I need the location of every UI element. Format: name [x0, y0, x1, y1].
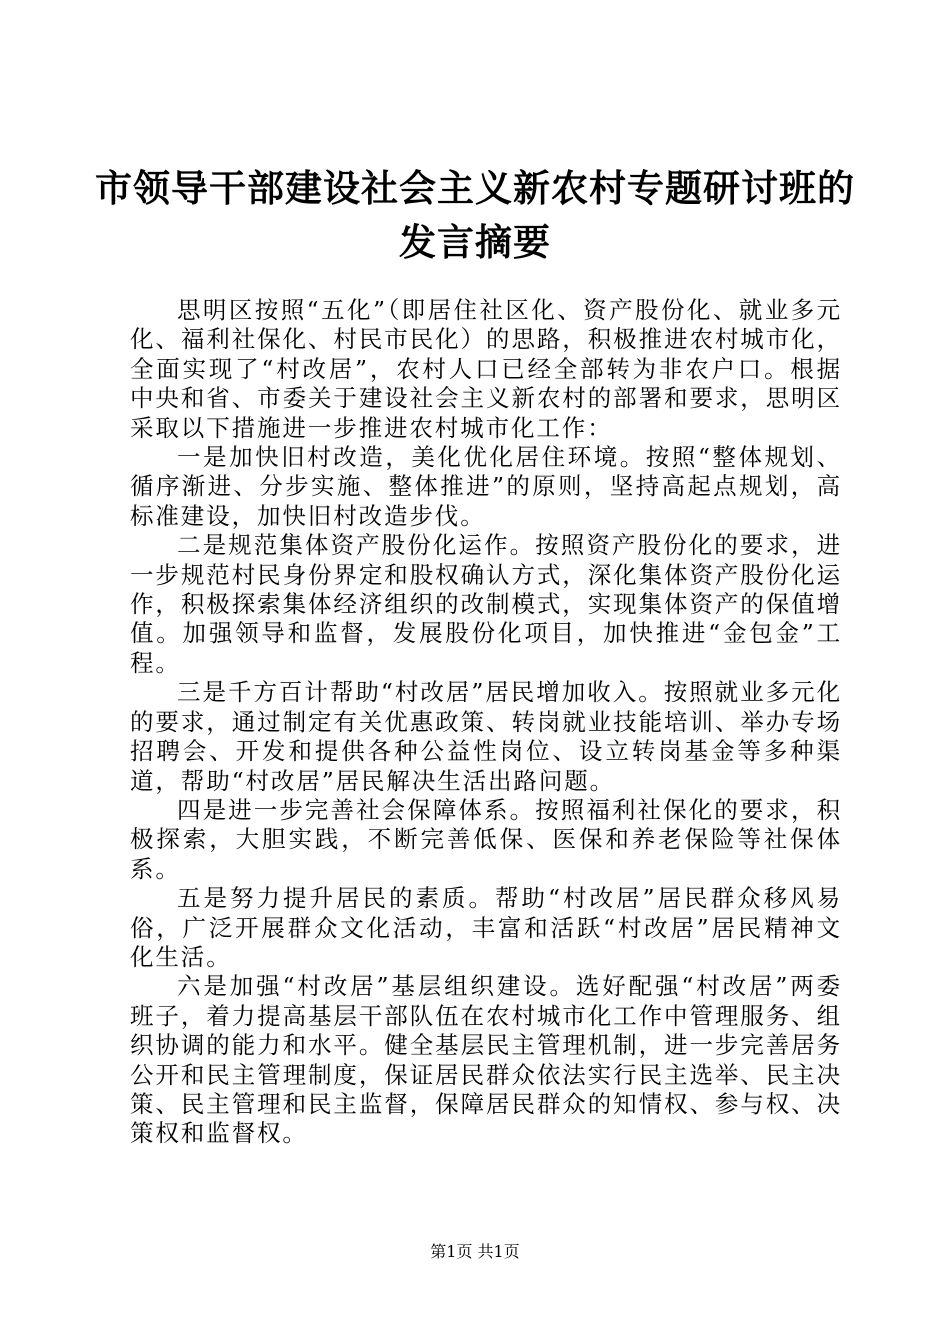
page-footer: 第1页 共1页 [430, 1242, 520, 1261]
paragraph-point-2: 二是规范集体资产股份化运作。按照资产股份化的要求，进一步规范村民身份界定和股权确认方式，深化集体资产股份化运作，积极探索集体经济组织的改制模式，实现集体资产的保值增值。加强领导和监督，发展股份化项目，加快推进“金包金”工程。 [130, 531, 842, 677]
document-title-line-1: 市领导干部建设社会主义新农村专题研讨班的 [95, 167, 855, 210]
paragraph-intro: 思明区按照“五化”（即居住社区化、资产股份化、就业多元化、福利社保化、村民市民化）的思路，积极推进农村城市化，全面实现了“村改居”，农村人口已经全部转为非农户口。根据中央和省、市委关于建设社会主义新农村的部署和要求，思明区采取以下措施进一步推进农村城市化工作： [130, 296, 842, 442]
paragraph-point-4: 四是进一步完善社会保障体系。按照福利社保化的要求，积极探索，大胆实践，不断完善低保、医保和养老保险等社保体系。 [130, 795, 842, 883]
paragraph-point-1: 一是加快旧村改造，美化优化居住环境。按照“整体规划、循序渐进、分步实施、整体推进”的原则，坚持高起点规划，高标准建设，加快旧村改造步伐。 [130, 443, 842, 530]
paragraph-point-5: 五是努力提升居民的素质。帮助“村改居”居民群众移风易俗，广泛开展群众文化活动，丰富和活跃“村改居”居民精神文化生活。 [130, 884, 842, 971]
paragraph-point-6: 六是加强“村改居”基层组织建设。选好配强“村改居”两委班子，着力提高基层干部队伍在农村城市化工作中管理服务、组织协调的能力和水平。健全基层民主管理机制，进一步完善居务公开和民主管理制度，保证居民群众依法实行民主选举、民主决策、民主管理和民主监督，保障居民群众的知情权、参与权、决策权和监督权。 [130, 972, 842, 1148]
document-title-line-2: 发言摘要 [399, 221, 551, 264]
paragraph-point-3: 三是千方百计帮助“村改居”居民增加收入。按照就业多元化的要求，通过制定有关优惠政策、转岗就业技能培训、举办专场招聘会、开发和提供各种公益性岗位、设立转岗基金等多种渠道，帮助“村改居”居民解决生活出路问题。 [130, 678, 842, 795]
document-body [130, 296, 842, 1149]
